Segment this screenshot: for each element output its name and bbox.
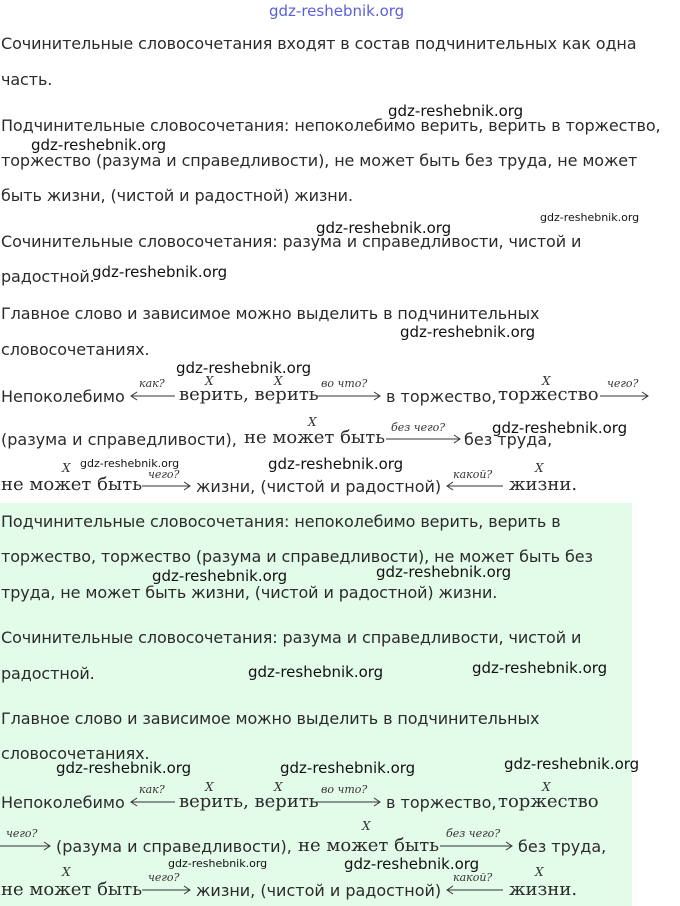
x-mark: X [274, 374, 283, 388]
x-mark: X [542, 374, 551, 388]
question-label: без чего? [391, 421, 446, 434]
watermark: gdz-reshebnik.org [56, 759, 192, 777]
question-label: во что? [321, 783, 368, 796]
watermark: gdz-reshebnik.org [376, 563, 512, 581]
part1-text-line: торжество (разума и справедливости), не может быть без труда, не может [1, 151, 638, 170]
part1-text-line: часть. [1, 70, 53, 89]
watermark: gdz-reshebnik.org [316, 219, 452, 237]
watermark: gdz-reshebnik.org [176, 359, 312, 377]
watermark: gdz-reshebnik.org [168, 857, 268, 870]
part2-diagram-line-3 [0, 865, 680, 906]
part1-text-line: Сочинительные словосочетания входят в состав подчинительных как одна [1, 34, 637, 53]
part1-text-line: Сочинительные словосочетания: разума и справедливости, чистой и [1, 232, 582, 251]
arrow-right-icon [598, 390, 650, 402]
watermark: gdz-reshebnik.org [472, 659, 608, 677]
diagram-word: (разума и справедливости), [56, 837, 292, 856]
part2-text-line: словосочетаниях. [1, 744, 150, 763]
diagram-word: жизни. [509, 879, 578, 900]
part1-diagram-line-1 [0, 374, 680, 415]
question-label: без чего? [446, 827, 501, 840]
diagram-word: верить, верить [179, 791, 319, 812]
question-label: чего? [6, 827, 38, 840]
diagram-word: жизни. [509, 474, 578, 495]
question-label: как? [139, 783, 165, 796]
x-mark: X [205, 780, 214, 794]
arrow-right-icon [314, 390, 382, 402]
diagram-word: жизни, (чистой и радостной) [196, 881, 442, 900]
part2-text-line: Подчинительные словосочетания: непоколебимо верить, верить в [1, 512, 561, 531]
diagram-word: верить, верить [179, 384, 319, 405]
x-mark: X [308, 415, 317, 429]
question-label: как? [139, 377, 165, 390]
part2-text-line: торжество, торжество (разума и справедливости), не может быть без [1, 547, 593, 566]
diagram-word: не может быть [298, 835, 440, 856]
question-label: чего? [607, 377, 639, 390]
diagram-word: в торжество, [386, 387, 497, 406]
watermark: gdz-reshebnik.org [80, 457, 180, 470]
x-mark: X [62, 865, 71, 879]
diagram-word: не может быть [1, 879, 143, 900]
x-mark: X [274, 780, 283, 794]
question-label: какой? [453, 468, 493, 481]
arrow-left-icon [129, 796, 177, 808]
watermark: gdz-reshebnik.org [492, 419, 628, 437]
watermark: gdz-reshebnik.org [280, 759, 416, 777]
arrow-right-icon [140, 480, 192, 492]
question-label: чего? [148, 468, 180, 481]
part2-text-line: Главное слово и зависимое можно выделить в подчинительных [1, 709, 540, 728]
question-label: какой? [453, 871, 493, 884]
diagram-word: без труда, [464, 430, 553, 449]
x-mark: X [62, 461, 71, 475]
part2-diagram-line-2 [0, 819, 680, 866]
diagram-word: торжество [498, 791, 599, 812]
arrow-left-icon [445, 884, 505, 896]
x-mark: X [535, 865, 544, 879]
diagram-word: не может быть [244, 427, 386, 448]
top-watermark: gdz-reshebnik.org [269, 2, 405, 20]
x-mark: X [542, 780, 551, 794]
arrow-right-icon [384, 433, 462, 445]
part1-text-line: радостной. [1, 267, 95, 286]
arrow-right-icon [0, 840, 52, 852]
part1-text-line: словосочетаниях. [1, 340, 150, 359]
part2-text-line: Сочинительные словосочетания: разума и справедливости, чистой и [1, 628, 582, 647]
watermark: gdz-reshebnik.org [400, 323, 536, 341]
arrow-left-icon [129, 390, 177, 402]
watermark: gdz-reshebnik.org [504, 755, 640, 773]
diagram-word: Непоколебимо [1, 387, 125, 406]
question-label: чего? [148, 871, 180, 884]
watermark: gdz-reshebnik.org [31, 136, 167, 154]
question-label: во что? [321, 377, 368, 390]
part2-text-line: радостной. [1, 664, 95, 683]
arrow-left-icon [445, 480, 505, 492]
watermark: gdz-reshebnik.org [268, 455, 404, 473]
x-mark: X [362, 819, 371, 833]
diagram-word: жизни, (чистой и радостной) [196, 477, 442, 496]
part1-text-line: быть жизни, (чистой и радостной) жизни. [1, 186, 353, 205]
watermark: gdz-reshebnik.org [344, 855, 480, 873]
part1-text-line: Подчинительные словосочетания: непоколебимо верить, верить в торжество, [1, 116, 661, 135]
watermark: gdz-reshebnik.org [540, 211, 640, 224]
watermark: gdz-reshebnik.org [248, 663, 384, 681]
part2-text-line: труда, не может быть жизни, (чистой и радостной) жизни. [1, 583, 498, 602]
x-mark: X [205, 374, 214, 388]
arrow-right-icon [140, 884, 192, 896]
diagram-word: без труда, [518, 837, 607, 856]
diagram-word: (разума и справедливости), [1, 430, 237, 449]
arrow-right-icon [438, 840, 514, 852]
diagram-word: Непоколебимо [1, 793, 125, 812]
diagram-word: торжество [498, 384, 599, 405]
x-mark: X [535, 461, 544, 475]
watermark: gdz-reshebnik.org [388, 102, 524, 120]
arrow-right-icon [314, 796, 382, 808]
watermark: gdz-reshebnik.org [92, 263, 228, 281]
diagram-word: в торжество, [386, 793, 497, 812]
part1-text-line: Главное слово и зависимое можно выделить в подчинительных [1, 304, 540, 323]
watermark: gdz-reshebnik.org [152, 567, 288, 585]
diagram-word: не может быть [1, 474, 143, 495]
part2-diagram-line-1 [0, 780, 680, 822]
